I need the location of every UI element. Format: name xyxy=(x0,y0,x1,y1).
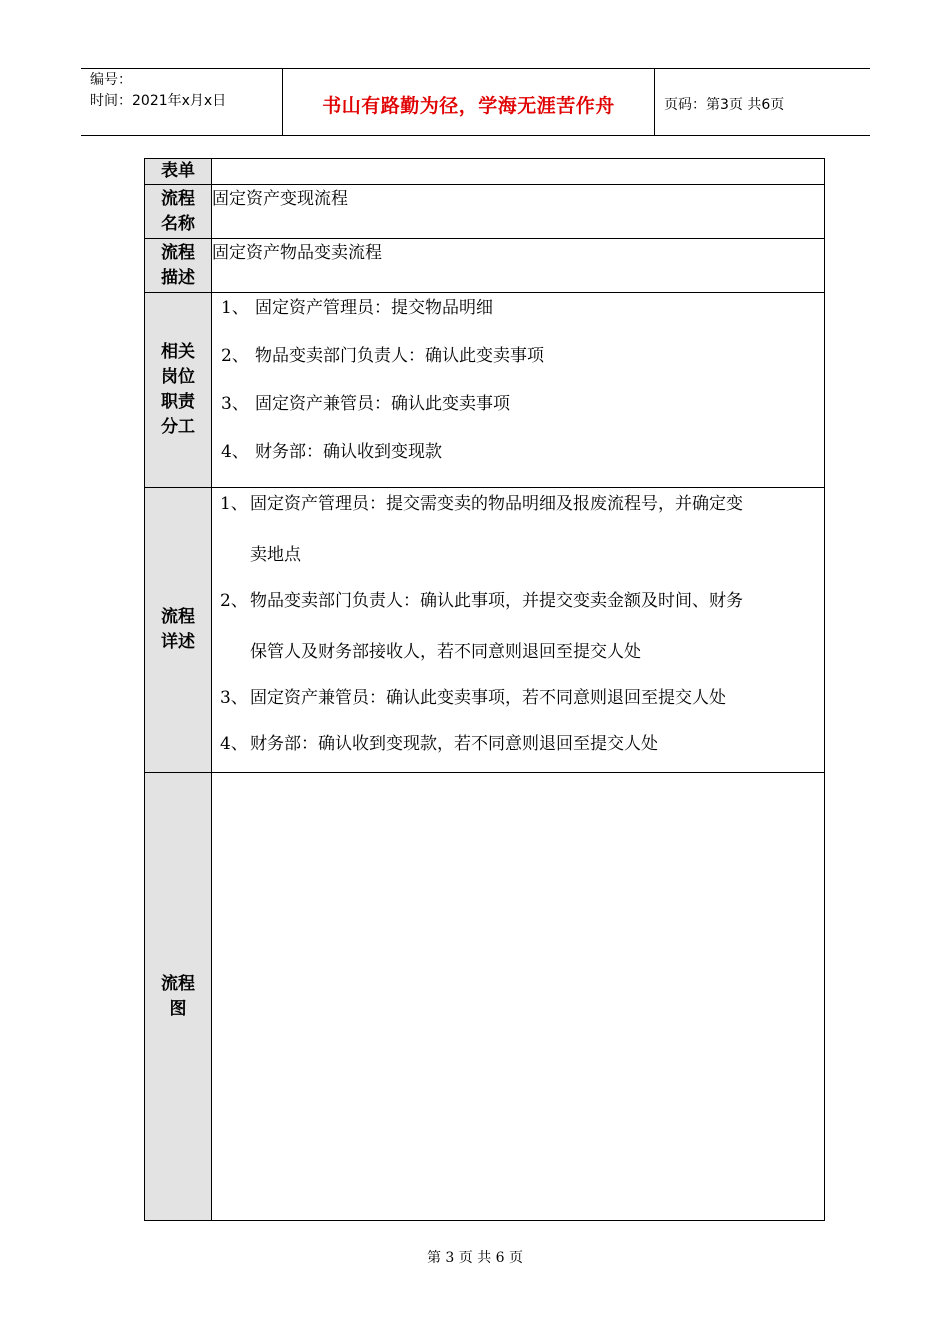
duty-item xyxy=(221,439,824,487)
detail-text: 固定资产兼管员：确认此变卖事项，若不同意则退回至提交人处 xyxy=(250,688,726,708)
flowchart-area xyxy=(212,773,825,1221)
header-divider-right xyxy=(654,69,655,136)
detail-number: 1、 xyxy=(220,494,248,514)
duties-list xyxy=(212,293,824,487)
header-top-rule xyxy=(81,68,870,69)
form-row-flowchart xyxy=(145,773,825,1221)
details-cell xyxy=(212,488,825,773)
duties-label-cell xyxy=(145,293,212,488)
header-motto: 书山有路勤为径，学海无涯苦作舟 xyxy=(322,95,615,117)
duty-item xyxy=(221,391,824,439)
duty-number: 1、 xyxy=(221,298,249,318)
duty-item xyxy=(221,343,824,391)
details-label-cell xyxy=(145,488,212,773)
detail-text: 固定资产管理员：提交需变卖的物品明细及报废流程号，并确定变 xyxy=(250,494,743,514)
detail-item xyxy=(220,685,816,711)
detail-text: 物品变卖部门负责人：确认此事项，并提交变卖金额及时间、财务 xyxy=(250,591,743,611)
duty-item xyxy=(221,295,824,343)
duty-text: 固定资产管理员：提交物品明细 xyxy=(255,298,493,318)
form-row-details xyxy=(145,488,825,773)
details-label: 流程详述 xyxy=(161,607,195,652)
duty-text: 固定资产兼管员：确认此变卖事项 xyxy=(255,394,510,414)
header-meta xyxy=(90,70,226,112)
header-page-number: 页码：第3页 共6页 xyxy=(664,97,785,113)
detail-text-continued: 保管人及财务部接收人，若不同意则退回至提交人处 xyxy=(250,642,641,662)
duty-number: 3、 xyxy=(221,394,249,414)
form-row-form xyxy=(145,159,825,185)
page-footer: 第 3 页 共 6 页 xyxy=(426,1250,524,1266)
detail-text: 财务部：确认收到变现款，若不同意则退回至提交人处 xyxy=(250,734,658,754)
form-row-process-name xyxy=(145,185,825,239)
process-description-label-cell xyxy=(145,239,212,293)
duties-cell xyxy=(212,293,825,488)
detail-item xyxy=(220,588,816,665)
details-list xyxy=(212,488,824,757)
process-description-value: 固定资产物品变卖流程 xyxy=(212,239,825,293)
form-label: 表单 xyxy=(161,161,195,181)
detail-item xyxy=(220,731,816,757)
detail-number: 4、 xyxy=(220,734,248,754)
duties-label: 相关岗位职责分工 xyxy=(161,342,195,437)
duty-text: 财务部：确认收到变现款 xyxy=(255,442,442,462)
flowchart-label-cell xyxy=(145,773,212,1221)
process-name-label: 流程名称 xyxy=(161,188,195,234)
form-label-cell xyxy=(145,159,212,185)
process-name-label-cell xyxy=(145,185,212,239)
flowchart-label: 流程图 xyxy=(161,973,195,1019)
duty-text: 物品变卖部门负责人：确认此变卖事项 xyxy=(255,346,544,366)
process-description-label: 流程描述 xyxy=(161,242,195,288)
form-row-duties xyxy=(145,293,825,488)
document-time-label: 时间：2021年x月x日 xyxy=(90,93,227,109)
header-bottom-rule xyxy=(81,135,870,136)
form-row-process-description xyxy=(145,239,825,293)
form-value-cell xyxy=(212,159,825,185)
document-number-label: 编号： xyxy=(90,72,132,88)
duty-number: 2、 xyxy=(221,346,249,366)
detail-item xyxy=(220,491,816,568)
detail-number: 3、 xyxy=(220,688,248,708)
detail-number: 2、 xyxy=(220,591,248,611)
process-form-table xyxy=(144,158,825,1221)
duty-number: 4、 xyxy=(221,442,249,462)
process-name-value: 固定资产变现流程 xyxy=(212,185,825,239)
detail-text-continued: 卖地点 xyxy=(250,545,301,565)
